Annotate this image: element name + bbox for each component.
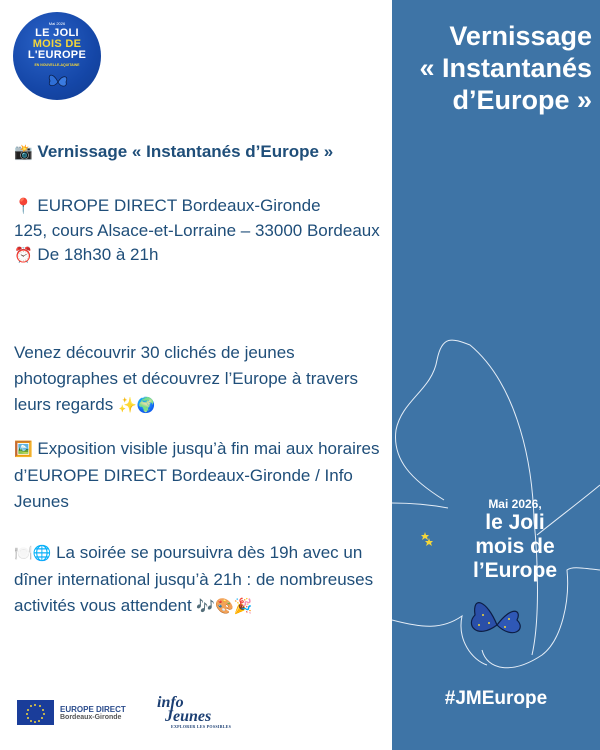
info-jeunes-tagline: EXPLORER LES POSSIBLES <box>171 724 232 729</box>
info-jeunes-line2: Jeunes <box>165 708 212 725</box>
mai-2026-label: Mai 2026, <box>488 497 542 511</box>
info-jeunes-line1: info <box>157 694 184 711</box>
music-palette-party-icon: 🎶🎨🎉 <box>196 598 253 615</box>
event-heading-text: Vernissage « Instantanés d’Europe » <box>37 142 334 161</box>
location-block <box>14 194 389 268</box>
europe-direct-subtitle: Bordeaux-Gironde <box>60 713 122 721</box>
alarm-clock-icon: ⏰ <box>14 247 33 264</box>
info-jeunes-logo <box>157 696 231 729</box>
butterfly-icon <box>47 70 69 92</box>
jm-line3: l’Europe <box>472 559 557 582</box>
poster-title-line3: d’Europe » <box>452 85 592 115</box>
joli-mois-tagline <box>392 497 600 583</box>
europe-direct-title: EUROPE DIRECT <box>60 704 126 714</box>
eu-flag-icon <box>17 700 54 725</box>
badge-subtitle: EN NOUVELLE-AQUITAINE <box>34 63 80 67</box>
poster-title-line1: Vernissage <box>449 21 592 51</box>
europe-direct-logo <box>17 700 126 725</box>
location-name: EUROPE DIRECT Bordeaux-Gironde <box>37 196 321 215</box>
badge-line3: L'EUROPE <box>27 49 87 61</box>
location-address: 125, cours Alsace-et-Lorraine – 33000 Bordeaux <box>14 221 380 240</box>
jm-line1: le Joli <box>485 511 545 534</box>
paragraph-evening-text: La soirée se poursuivra dès 19h avec un dîner international jusqu’à 21h : de nombreuses activités vous attendent <box>14 543 374 615</box>
paragraph-exhibition <box>14 436 389 515</box>
camera-flash-icon: 📸 <box>14 144 33 161</box>
badge-year: Mai 2026 <box>48 21 66 26</box>
badge-line2: MOIS DE <box>32 38 82 50</box>
poster-title-line2: « Instantanés <box>419 53 592 83</box>
hashtag-jmeurope: #JMEurope <box>444 688 548 709</box>
framed-picture-icon: 🖼️ <box>14 441 33 458</box>
sparkles-globe-icon: ✨🌍 <box>117 397 156 414</box>
paragraph-description-text: Venez découvrir 30 clichés de jeunes photographes et découvrez l’Europe à travers leurs regards <box>14 343 358 414</box>
paragraph-exhibition-text: Exposition visible jusqu’à fin mai aux horaires d’EUROPE DIRECT Bordeaux-Gironde / Info Jeunes <box>14 439 380 511</box>
paragraph-description <box>14 340 389 419</box>
event-heading <box>14 142 333 162</box>
poster-panel <box>392 0 600 750</box>
plate-globe-icon: 🍽️🌐 <box>14 545 52 562</box>
joli-mois-europe-badge-logo <box>13 12 101 100</box>
paragraph-evening <box>14 540 389 620</box>
poster-title <box>392 20 592 116</box>
badge-line1: LE JOLI <box>35 27 79 39</box>
event-time: De 18h30 à 21h <box>37 245 159 264</box>
pin-icon: 📍 <box>14 198 33 215</box>
butterfly-illustration <box>471 603 520 633</box>
jm-line2: mois de <box>475 535 555 558</box>
